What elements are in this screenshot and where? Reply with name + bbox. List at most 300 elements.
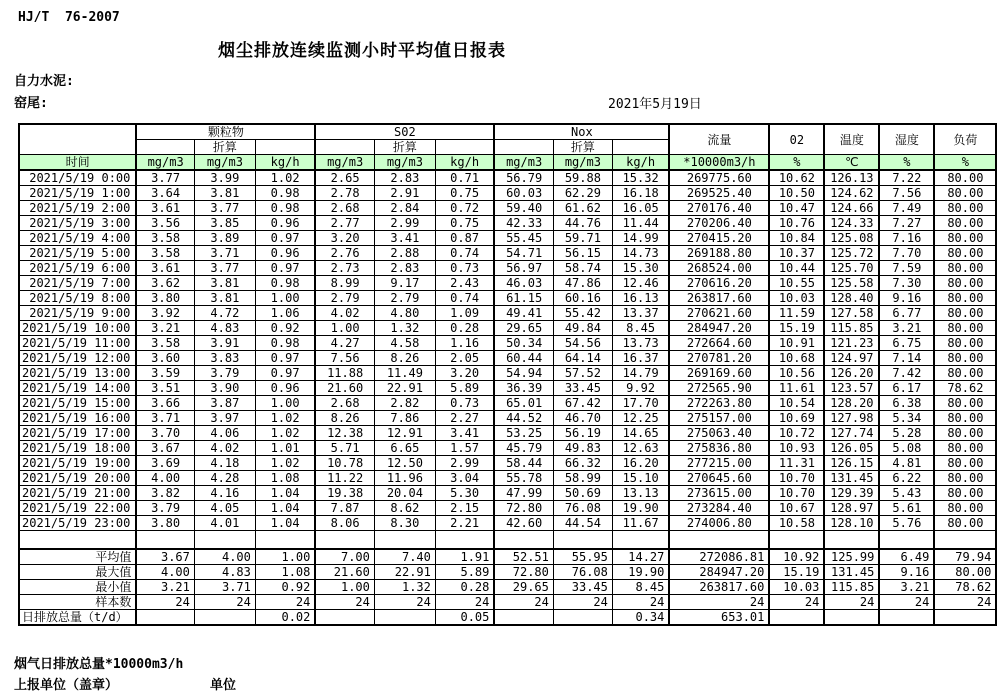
summary-label-cell: 样本数 [19,595,136,610]
value-cell: 0.75 [435,216,494,231]
value-cell: 0.98 [255,276,315,291]
value-cell: 72.80 [494,501,553,516]
value-cell: 46.03 [494,276,553,291]
table-row [19,396,996,411]
value-cell: 29.65 [494,321,553,336]
value-cell: 14.73 [612,246,669,261]
value-cell: 10.84 [769,231,824,246]
summary-row [19,549,996,565]
value-cell: 49.83 [553,441,612,456]
value-cell: 2.68 [315,201,374,216]
value-cell: 64.14 [553,351,612,366]
value-cell: 46.70 [553,411,612,426]
value-cell: 3.79 [136,501,194,516]
value-cell: 54.71 [494,246,553,261]
value-cell: 80.00 [934,291,996,306]
summary-value-cell: 76.08 [553,565,612,580]
blank-cell [136,531,194,550]
blank-cell [824,531,879,550]
value-cell: 0.98 [255,201,315,216]
value-cell: 1.04 [255,501,315,516]
value-cell: 125.72 [824,246,879,261]
summary-value-cell: 131.45 [824,565,879,580]
value-cell: 4.05 [194,501,255,516]
summary-value-cell [769,610,824,626]
value-cell: 80.00 [934,396,996,411]
value-cell: 4.02 [315,306,374,321]
value-cell: 12.63 [612,441,669,456]
value-cell: 3.67 [136,441,194,456]
summary-value-cell [136,610,194,626]
value-cell: 6.22 [879,471,934,486]
value-cell: 4.58 [374,336,435,351]
standard-code: HJ/T 76-2007 [18,10,120,25]
value-cell: 2.88 [374,246,435,261]
value-cell: 12.25 [612,411,669,426]
value-cell: 45.79 [494,441,553,456]
value-cell: 80.00 [934,501,996,516]
value-cell: 2.91 [374,186,435,201]
time-cell: 2021/5/19 0:00 [19,170,136,186]
value-cell: 2.99 [435,456,494,471]
value-cell: 124.62 [824,186,879,201]
unit-cell: mg/m3 [494,155,553,171]
reporting-unit-label: 上报单位（盖章） [14,678,119,693]
value-cell: 2.27 [435,411,494,426]
value-cell: 0.97 [255,261,315,276]
blank-cell [435,531,494,550]
table-row [19,486,996,501]
value-cell: 4.83 [194,321,255,336]
value-cell: 76.08 [553,501,612,516]
value-cell: 128.40 [824,291,879,306]
time-cell: 2021/5/19 15:00 [19,396,136,411]
time-header: 时间 [19,155,136,171]
value-cell: 6.75 [879,336,934,351]
value-cell: 5.61 [879,501,934,516]
value-cell: 10.54 [769,396,824,411]
table-row [19,411,996,426]
value-cell: 3.61 [136,201,194,216]
value-cell: 3.66 [136,396,194,411]
table-row [19,170,996,186]
value-cell: 126.05 [824,441,879,456]
blank-cell [315,531,374,550]
value-cell: 3.81 [194,186,255,201]
value-cell: 33.45 [553,381,612,396]
spacer-row [19,531,996,550]
value-cell: 5.43 [879,486,934,501]
value-cell: 3.21 [879,321,934,336]
value-cell: 3.64 [136,186,194,201]
summary-value-cell: 10.92 [769,549,824,565]
summary-value-cell: 22.91 [374,565,435,580]
value-cell: 7.56 [879,186,934,201]
value-cell: 3.81 [194,291,255,306]
value-cell: 0.71 [435,170,494,186]
value-cell: 5.76 [879,516,934,531]
value-cell: 124.97 [824,351,879,366]
value-cell: 7.86 [374,411,435,426]
value-cell: 4.00 [136,471,194,486]
value-cell: 3.82 [136,486,194,501]
value-cell: 3.80 [136,516,194,531]
summary-value-cell: 78.62 [934,580,996,595]
summary-value-cell: 1.32 [374,580,435,595]
value-cell: 6.77 [879,306,934,321]
value-cell: 16.13 [612,291,669,306]
value-cell: 16.18 [612,186,669,201]
value-cell: 56.19 [553,426,612,441]
col-temperature: 温度 [824,124,879,155]
summary-value-cell: 19.90 [612,565,669,580]
value-cell: 5.30 [435,486,494,501]
value-cell: 121.23 [824,336,879,351]
unit-cell: kg/h [435,155,494,171]
summary-value-cell: 24 [824,595,879,610]
value-cell: 10.03 [769,291,824,306]
value-cell: 270415.20 [669,231,769,246]
value-cell: 42.33 [494,216,553,231]
summary-value-cell: 24 [255,595,315,610]
value-cell: 7.22 [879,170,934,186]
summary-value-cell: 1.00 [315,580,374,595]
value-cell: 12.91 [374,426,435,441]
group-so2: S02 [315,124,494,140]
value-cell: 2.79 [315,291,374,306]
value-cell: 275063.40 [669,426,769,441]
value-cell: 1.02 [255,456,315,471]
blank-cell [494,140,553,155]
time-header-blank [19,124,136,155]
flue-gas-total-note: 烟气日排放总量*10000m3/h [14,657,184,672]
value-cell: 2.15 [435,501,494,516]
time-cell: 2021/5/19 17:00 [19,426,136,441]
value-cell: 56.79 [494,170,553,186]
value-cell: 0.96 [255,381,315,396]
summary-value-cell: 284947.20 [669,565,769,580]
value-cell: 128.20 [824,396,879,411]
value-cell: 10.44 [769,261,824,276]
summary-value-cell [315,610,374,626]
value-cell: 273615.00 [669,486,769,501]
time-cell: 2021/5/19 4:00 [19,231,136,246]
value-cell: 58.99 [553,471,612,486]
value-cell: 60.03 [494,186,553,201]
summary-value-cell [879,610,934,626]
summary-value-cell: 0.02 [255,610,315,626]
value-cell: 1.01 [255,441,315,456]
col-o2: 02 [769,124,824,155]
summary-value-cell: 3.67 [136,549,194,565]
value-cell: 3.20 [315,231,374,246]
summary-value-cell [374,610,435,626]
value-cell: 60.16 [553,291,612,306]
location-label: 窑尾: [14,96,48,111]
value-cell: 269188.80 [669,246,769,261]
unit-label: 单位 [210,678,237,693]
summary-value-cell: 3.71 [194,580,255,595]
value-cell: 0.75 [435,186,494,201]
summary-value-cell: 4.83 [194,565,255,580]
value-cell: 125.08 [824,231,879,246]
value-cell: 0.72 [435,201,494,216]
table-row [19,216,996,231]
value-cell: 272565.90 [669,381,769,396]
value-cell: 3.90 [194,381,255,396]
value-cell: 2.43 [435,276,494,291]
value-cell: 20.04 [374,486,435,501]
value-cell: 1.04 [255,516,315,531]
summary-value-cell: 3.21 [136,580,194,595]
blank-cell [934,531,996,550]
value-cell: 269525.40 [669,186,769,201]
table-row [19,516,996,531]
value-cell: 9.17 [374,276,435,291]
value-cell: 80.00 [934,216,996,231]
table-row [19,306,996,321]
summary-value-cell: 125.99 [824,549,879,565]
value-cell: 11.88 [315,366,374,381]
summary-value-cell: 24 [669,595,769,610]
value-cell: 57.52 [553,366,612,381]
value-cell: 15.19 [769,321,824,336]
value-cell: 44.76 [553,216,612,231]
value-cell: 4.28 [194,471,255,486]
value-cell: 10.72 [769,426,824,441]
value-cell: 1.02 [255,426,315,441]
value-cell: 8.26 [315,411,374,426]
value-cell: 125.70 [824,261,879,276]
value-cell: 56.15 [553,246,612,261]
summary-value-cell: 7.40 [374,549,435,565]
time-cell: 2021/5/19 3:00 [19,216,136,231]
value-cell: 1.04 [255,486,315,501]
summary-value-cell: 33.45 [553,580,612,595]
value-cell: 5.08 [879,441,934,456]
value-cell: 53.25 [494,426,553,441]
value-cell: 275157.00 [669,411,769,426]
value-cell: 10.62 [769,170,824,186]
value-cell: 80.00 [934,321,996,336]
time-cell: 2021/5/19 7:00 [19,276,136,291]
group-nox: Nox [494,124,669,140]
header-row-groups [19,124,996,140]
value-cell: 5.89 [435,381,494,396]
value-cell: 9.92 [612,381,669,396]
summary-value-cell: 7.00 [315,549,374,565]
time-cell: 2021/5/19 9:00 [19,306,136,321]
value-cell: 11.61 [769,381,824,396]
value-cell: 124.66 [824,201,879,216]
time-cell: 2021/5/19 12:00 [19,351,136,366]
blank-cell [612,140,669,155]
table-row [19,501,996,516]
value-cell: 10.50 [769,186,824,201]
summary-row [19,610,996,626]
value-cell: 15.32 [612,170,669,186]
value-cell: 3.91 [194,336,255,351]
value-cell: 1.09 [435,306,494,321]
value-cell: 6.65 [374,441,435,456]
value-cell: 60.44 [494,351,553,366]
table-row [19,471,996,486]
value-cell: 7.87 [315,501,374,516]
value-cell: 3.81 [194,276,255,291]
table-row [19,246,996,261]
blank-cell [494,531,553,550]
value-cell: 272664.60 [669,336,769,351]
value-cell: 49.84 [553,321,612,336]
value-cell: 3.80 [136,291,194,306]
value-cell: 14.65 [612,426,669,441]
time-cell: 2021/5/19 16:00 [19,411,136,426]
value-cell: 3.51 [136,381,194,396]
summary-value-cell: 9.16 [879,565,934,580]
value-cell: 2.73 [315,261,374,276]
value-cell: 10.55 [769,276,824,291]
value-cell: 8.06 [315,516,374,531]
summary-value-cell: 29.65 [494,580,553,595]
value-cell: 123.57 [824,381,879,396]
value-cell: 50.69 [553,486,612,501]
col-humidity: 湿度 [879,124,934,155]
value-cell: 274006.80 [669,516,769,531]
summary-value-cell: 52.51 [494,549,553,565]
value-cell: 10.91 [769,336,824,351]
value-cell: 1.57 [435,441,494,456]
value-cell: 8.99 [315,276,374,291]
value-cell: 2.78 [315,186,374,201]
time-cell: 2021/5/19 19:00 [19,456,136,471]
value-cell: 44.54 [553,516,612,531]
summary-value-cell: 0.28 [435,580,494,595]
value-cell: 0.87 [435,231,494,246]
converted-label: 折算 [374,140,435,155]
value-cell: 2.05 [435,351,494,366]
summary-value-cell: 4.00 [136,565,194,580]
value-cell: 11.59 [769,306,824,321]
value-cell: 0.96 [255,216,315,231]
value-cell: 8.45 [612,321,669,336]
value-cell: 61.15 [494,291,553,306]
value-cell: 10.67 [769,501,824,516]
value-cell: 16.37 [612,351,669,366]
value-cell: 1.08 [255,471,315,486]
value-cell: 3.59 [136,366,194,381]
value-cell: 0.74 [435,291,494,306]
value-cell: 4.27 [315,336,374,351]
value-cell: 11.67 [612,516,669,531]
value-cell: 7.27 [879,216,934,231]
value-cell: 284947.20 [669,321,769,336]
value-cell: 80.00 [934,186,996,201]
value-cell: 3.04 [435,471,494,486]
value-cell: 19.38 [315,486,374,501]
blank-cell [612,531,669,550]
value-cell: 1.00 [255,396,315,411]
value-cell: 263817.60 [669,291,769,306]
time-cell: 2021/5/19 23:00 [19,516,136,531]
value-cell: 62.29 [553,186,612,201]
summary-value-cell: 24 [934,595,996,610]
unit-cell: % [879,155,934,171]
unit-cell: *10000m3/h [669,155,769,171]
value-cell: 270645.60 [669,471,769,486]
value-cell: 0.28 [435,321,494,336]
summary-value-cell: 24 [194,595,255,610]
time-cell: 2021/5/19 8:00 [19,291,136,306]
value-cell: 129.39 [824,486,879,501]
value-cell: 268524.00 [669,261,769,276]
table-row [19,336,996,351]
value-cell: 80.00 [934,276,996,291]
value-cell: 127.98 [824,411,879,426]
value-cell: 3.41 [374,231,435,246]
value-cell: 56.97 [494,261,553,276]
value-cell: 10.69 [769,411,824,426]
time-cell: 2021/5/19 11:00 [19,336,136,351]
value-cell: 3.58 [136,246,194,261]
value-cell: 2.21 [435,516,494,531]
value-cell: 3.99 [194,170,255,186]
value-cell: 7.56 [315,351,374,366]
summary-value-cell: 24 [879,595,934,610]
value-cell: 16.20 [612,456,669,471]
time-cell: 2021/5/19 18:00 [19,441,136,456]
value-cell: 3.85 [194,216,255,231]
value-cell: 4.01 [194,516,255,531]
blank-cell [553,531,612,550]
summary-value-cell: 0.05 [435,610,494,626]
value-cell: 80.00 [934,246,996,261]
value-cell: 58.44 [494,456,553,471]
value-cell: 67.42 [553,396,612,411]
value-cell: 2.77 [315,216,374,231]
value-cell: 6.38 [879,396,934,411]
value-cell: 7.59 [879,261,934,276]
value-cell: 80.00 [934,471,996,486]
unit-cell: mg/m3 [553,155,612,171]
summary-value-cell: 80.00 [934,565,996,580]
value-cell: 80.00 [934,336,996,351]
value-cell: 5.28 [879,426,934,441]
value-cell: 13.73 [612,336,669,351]
summary-value-cell: 4.00 [194,549,255,565]
time-cell: 2021/5/19 22:00 [19,501,136,516]
value-cell: 2.68 [315,396,374,411]
unit-cell: ℃ [824,155,879,171]
value-cell: 270621.60 [669,306,769,321]
summary-value-cell: 24 [494,595,553,610]
table-row [19,351,996,366]
value-cell: 1.00 [255,291,315,306]
value-cell: 128.10 [824,516,879,531]
value-cell: 3.77 [194,261,255,276]
table-row [19,261,996,276]
summary-value-cell: 6.49 [879,549,934,565]
table-row [19,276,996,291]
blank-cell [19,531,136,550]
summary-label-cell: 最小值 [19,580,136,595]
value-cell: 2.99 [374,216,435,231]
unit-cell: % [934,155,996,171]
summary-value-cell: 653.01 [669,610,769,626]
value-cell: 10.37 [769,246,824,261]
value-cell: 2.83 [374,170,435,186]
value-cell: 11.49 [374,366,435,381]
value-cell: 277215.00 [669,456,769,471]
